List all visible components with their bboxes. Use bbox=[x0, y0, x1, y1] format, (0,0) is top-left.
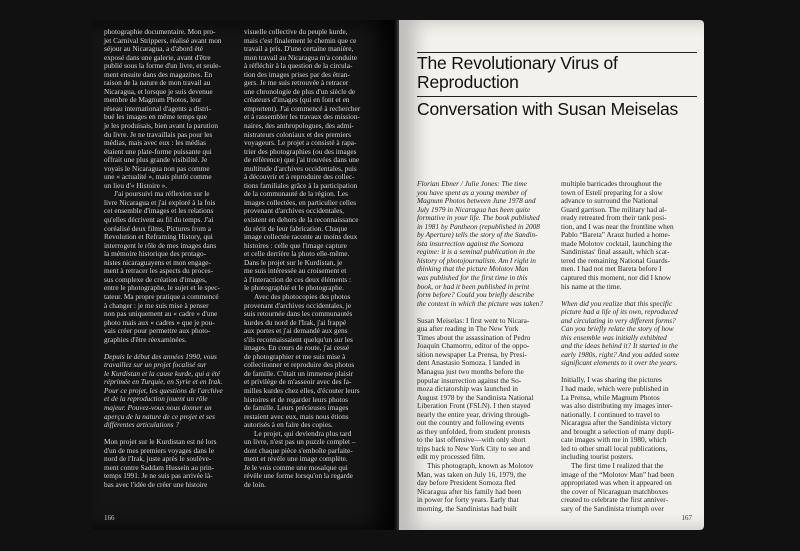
text-line: une « actualité », mais plutôt comme bbox=[104, 172, 212, 182]
text-line: naires, des anthropologues, des admi- bbox=[244, 121, 354, 131]
text-line: s'ils reconnaissaient quelqu'un sur les bbox=[244, 334, 353, 344]
text-line: regime: it is a seminal publication in the bbox=[417, 247, 536, 257]
text-line: de la communauté de la région. Les bbox=[244, 189, 348, 199]
text-line: autorisés à en faire des copies. bbox=[244, 420, 333, 430]
text-line: the context in which the picture was taken? bbox=[417, 298, 543, 308]
text-line: made Molotov cocktail, launching the bbox=[561, 238, 672, 248]
text-line: trier des photographies (ou des images bbox=[244, 146, 357, 156]
text-line: Pablo “Bareta” Arauz hurled a home- bbox=[561, 230, 671, 240]
text-line: tions familiales grâce à la participation bbox=[244, 180, 358, 190]
text-line: morning, the Sandinistas had built bbox=[417, 503, 517, 513]
text-line: sition newspaper La Prensa, by Presi- bbox=[417, 349, 527, 359]
text-line: Can you briefly relate the story of how bbox=[561, 324, 674, 334]
text-line: appropriated was when it appeared on bbox=[561, 478, 672, 488]
text-line: multitude d'archives occidentales, puis bbox=[244, 163, 357, 173]
text-line: Florian Ebner / Julie Jones: The time bbox=[417, 179, 527, 188]
left-page-column-2 bbox=[244, 28, 384, 490]
text-line: When did you realize that this specific bbox=[561, 298, 673, 308]
text-line: sary of the Sandinista triumph over bbox=[561, 503, 664, 513]
text-line: livre Nicaragua et j'ai exploré à la fois bbox=[104, 197, 216, 207]
article-title: The Revolutionary Virus of Reproduction bbox=[417, 53, 618, 92]
text-line: Managua just two months before the bbox=[417, 366, 524, 376]
text-line: early 1980s, right? And you added some bbox=[561, 349, 680, 359]
text-line: créateurs d'images (qui en font et en bbox=[244, 95, 350, 105]
text-line: Sandinistas' final assault, which scat- bbox=[561, 247, 670, 257]
text-line: histoires et de regarder leurs photos bbox=[244, 394, 348, 404]
text-line: form before? Could you briefly describe bbox=[417, 290, 535, 300]
text-line: dent Anastasio Somoza. I landed in bbox=[417, 358, 520, 368]
text-line: qu'elles décrivent au fil du temps. J'ai bbox=[104, 215, 214, 225]
text-line: Susan Meiselas: I first went to Nicara- bbox=[417, 315, 530, 325]
text-line: I had made, which were published in bbox=[561, 384, 669, 394]
text-line: jet Carnival Strippers, réalisé avant mon bbox=[104, 35, 222, 45]
text-line: the cover of Nicaraguan matchboxes bbox=[561, 486, 668, 496]
text-line: book, or had it been published in print bbox=[417, 281, 530, 291]
text-line: and circulating in very different forms? bbox=[561, 315, 676, 325]
text-line: Revolution et Reframing History, qui bbox=[104, 232, 213, 242]
text-line: séjour au Nicaragua, a d'abord été bbox=[104, 44, 203, 54]
text-line: mais c'est finalement le chemin que ce bbox=[244, 35, 357, 45]
text-line: du livre. Je ne travaillais pas pour les bbox=[104, 129, 213, 139]
text-line: offrait une plus grande visibilité. Je bbox=[104, 155, 208, 165]
text-line: Nicaragua, et lorsque je suis devenue bbox=[104, 86, 213, 96]
text-line: milles kurdes chez elles, d'écouter leurs bbox=[244, 385, 360, 395]
open-book bbox=[92, 0, 708, 551]
text-line: je les produisais, bien avant la parution bbox=[104, 121, 219, 131]
text-line: Magnum Photos between June 1978 and bbox=[417, 196, 536, 206]
text-line: étaient une plate-forme puissante qui bbox=[104, 146, 212, 156]
left-page-column-1 bbox=[104, 28, 234, 489]
text-line: his name at the time. bbox=[561, 281, 622, 291]
text-line: coréalisé deux films, Pictures from a bbox=[104, 223, 211, 233]
text-line: nistrateurs coloniaux et des premiers bbox=[244, 129, 351, 139]
text-line: et à rassembler les travaux des mission- bbox=[244, 112, 360, 122]
text-line: out the country and following events bbox=[417, 418, 525, 428]
text-line: ment et révèle une image complète. bbox=[244, 454, 348, 464]
text-line: travail a pris. D'une certaine manière, bbox=[244, 44, 354, 54]
text-line: The first time I realized that the bbox=[571, 460, 664, 470]
right-page-column-1 bbox=[417, 180, 550, 513]
text-line: Liberation Front (FSLN). I then stayed bbox=[417, 401, 531, 411]
text-line: un lieu d'« Histoire ». bbox=[104, 180, 168, 190]
text-line: photo mais aux « cadres » que je pou- bbox=[104, 317, 215, 327]
text-line: me suis intéressée au croisement et bbox=[244, 266, 347, 276]
text-line: Nicaragua after his family had been bbox=[417, 486, 522, 496]
text-line: moza dictatorship was launched in bbox=[417, 384, 518, 394]
text-line: tered the remaining National Guards- bbox=[561, 255, 671, 265]
text-line: travaillez sur un projet focalisé sur bbox=[104, 360, 207, 370]
text-line: le Kurdistan et la cause kurde, qui a été bbox=[104, 368, 220, 378]
text-line: tion, and I was near the frontline when bbox=[561, 221, 674, 231]
text-line: révèle une forme lorsqu'on la regarde bbox=[244, 471, 353, 481]
text-line: including tourist posters. bbox=[561, 452, 634, 462]
text-line: Je le vois comme une mosaïque qui bbox=[244, 462, 348, 472]
text-line: July 1979 in Nicaragua has been quite bbox=[417, 204, 531, 214]
text-line: dont chaque pièce s'emboîte parfaite- bbox=[244, 445, 353, 455]
text-line: This photograph, known as Molotov bbox=[427, 461, 534, 470]
text-line: à l'interaction de ces deux éléments : bbox=[244, 274, 352, 284]
right-page-column-2 bbox=[561, 180, 694, 513]
text-line: Mon projet sur le Kurdistan est né lors bbox=[104, 437, 217, 447]
text-line: picture had a life of its own, reproduced bbox=[561, 307, 678, 317]
text-line: Nicaragua after the Sandinista victory bbox=[561, 418, 672, 428]
text-line: Depuis le début des années 1990, vous bbox=[104, 351, 217, 361]
text-line: town of Estelí preparing for a slow bbox=[561, 187, 663, 197]
text-line: gers. Je me suis retrouvée à retracer bbox=[244, 78, 349, 88]
text-line: différentes articulations ? bbox=[104, 420, 180, 430]
text-line: un livre, n'est pas un puzzle complet – bbox=[244, 437, 356, 447]
text-line: histoires : celle que l'image capture bbox=[244, 240, 347, 250]
text-line: to the last offensive—with only short bbox=[417, 435, 526, 445]
text-line: Avec des photocopies des photos bbox=[254, 291, 351, 301]
text-line: provenant d'archives occidentales, bbox=[244, 206, 344, 216]
text-line: réseau international d'agents a distri- bbox=[104, 103, 212, 113]
text-line: as they unfolded, from student protests bbox=[417, 426, 531, 436]
text-line: and brought a selection of many dupli- bbox=[561, 426, 675, 436]
text-line: nistes nicaraguayens et mon engage- bbox=[104, 257, 211, 267]
text-line: voyais le Nicaragua non pas comme bbox=[104, 163, 210, 173]
text-line: de photographier et me suis mise à bbox=[244, 351, 346, 361]
text-line: history of photojournalism. Am I right in bbox=[417, 255, 536, 265]
text-line: voyageurs. Le projet a consisté à rapa- bbox=[244, 138, 357, 148]
text-line: existent en dehors de la reconnaissance bbox=[244, 215, 359, 225]
text-line: restaient avec eux, mais nous étions bbox=[244, 411, 349, 421]
text-line: Guard garrison. The military had al- bbox=[561, 204, 667, 214]
text-line: aperçu de la nature de ce projet et ses bbox=[104, 411, 215, 421]
text-line: image of the “Molotov Man” had been bbox=[561, 469, 675, 479]
text-line: edit my processed film. bbox=[417, 452, 486, 462]
left-page bbox=[92, 20, 397, 530]
text-line: temps 1991. Je ne suis pas arrivée là- bbox=[104, 471, 213, 481]
text-line: et celle derrière la photo elle-même. bbox=[244, 249, 350, 259]
text-line: de famille. C'était un immense plaisir bbox=[244, 368, 354, 378]
text-line: visuelle collective du peuple kurde, bbox=[244, 27, 348, 36]
text-line: le photographié et le photographe. bbox=[244, 283, 344, 293]
text-line: men. I had not met Bareta before I bbox=[561, 264, 662, 274]
text-line: vais créer pour permettre aux photo- bbox=[104, 326, 211, 336]
text-line: à changer : je me suis mise à penser bbox=[104, 300, 209, 310]
text-line: bué les images en même temps que bbox=[104, 112, 207, 122]
text-line: raison de la nature de mon travail au bbox=[104, 78, 211, 88]
text-line: by Aperture) tells the story of the Sandin- bbox=[417, 230, 538, 240]
text-line: exposé dans une galerie, avant d'être bbox=[104, 52, 211, 62]
text-line: this ensemble was initially exhibited bbox=[561, 332, 667, 342]
text-line: emportent). J'ai commencé à rechercher bbox=[244, 103, 361, 113]
text-line: collectionner et reproduire des photos bbox=[244, 360, 355, 370]
text-line: kurdes du nord de l'Irak, j'ai frappé bbox=[244, 317, 347, 327]
text-line: mon travail au Nicaragua m'a conduite bbox=[244, 52, 357, 62]
text-line: gua after reading in The New York bbox=[417, 324, 519, 334]
text-line: images. En cours de route, j'ai cessé bbox=[244, 343, 350, 353]
text-line: de référence) que j'ai trouvées dans une bbox=[244, 155, 360, 165]
text-line: une chronologie de plus d'un siècle de bbox=[244, 86, 356, 96]
text-line: nationally. I continued to travel to bbox=[561, 409, 660, 419]
text-line: August 1978 by the Sandinista National bbox=[417, 392, 534, 402]
subtitle-rule bbox=[417, 96, 697, 97]
text-line: membre de Magnum Photos, leur bbox=[104, 95, 202, 105]
text-line: J'ai poursuivi ma réflexion sur le bbox=[114, 189, 210, 199]
text-line: bas avec l'idée de créer une histoire bbox=[104, 479, 208, 489]
text-line: Dans le projet sur le Kurdistan, je bbox=[244, 257, 343, 267]
text-line: de loin. bbox=[244, 479, 266, 489]
text-line: ready retreated from their tank posi- bbox=[561, 213, 667, 223]
text-line: la mémoire historique des protago- bbox=[104, 249, 207, 259]
text-line: captured this moment, nor did I know bbox=[561, 273, 672, 283]
right-page bbox=[399, 20, 704, 530]
text-line: médias, mais avec eux : les médias bbox=[104, 138, 206, 148]
text-line: photographie documentaire. Mon pro- bbox=[104, 27, 216, 36]
text-line: La Prensa, while Magnum Photos bbox=[561, 392, 660, 402]
page-number-left: 166 bbox=[104, 514, 115, 522]
text-line: réprimée en Turquie, en Syrie et en Irak. bbox=[104, 377, 223, 387]
text-line: led to other small local publications, bbox=[561, 443, 668, 453]
text-line: ista insurrection against the Somoza bbox=[417, 238, 524, 248]
text-line: du récit de leur fabrication. Chaque bbox=[244, 223, 348, 233]
text-line: cate images with me in 1980, which bbox=[561, 435, 667, 445]
text-line: trips back to New York City to see and bbox=[417, 443, 530, 453]
text-line: in 1981 by Pantheon (republished in 2008 bbox=[417, 221, 540, 231]
text-line: majeur. Pouvez-vous nous donner un bbox=[104, 403, 212, 413]
text-line: d'un de mes premiers voyages dans le bbox=[104, 445, 214, 455]
text-line: et de la reproduction jouent un rôle bbox=[104, 394, 208, 404]
text-line: Times about the assassination of Pedro bbox=[417, 332, 531, 342]
text-line: et privilège de m'asseoir avec des fa- bbox=[244, 377, 352, 387]
text-line: in power for forty years. Early that bbox=[417, 495, 519, 505]
text-line: Man, was taken on July 16, 1979, the bbox=[417, 469, 527, 479]
text-line: created to celebrate the first anniver- bbox=[561, 495, 669, 505]
text-line: significant elements to it over the years. bbox=[561, 358, 678, 368]
text-line: ment ensuite dans des magazines. En bbox=[104, 69, 213, 79]
text-line: popular insurrection against the So- bbox=[417, 375, 522, 385]
text-line: thinking that the picture Molotov Man bbox=[417, 264, 529, 274]
text-line: provenant d'archives occidentales, je bbox=[244, 300, 352, 310]
text-line: nearly the entire year, driving through- bbox=[417, 409, 531, 419]
text-line: image collectée raconte au moins deux bbox=[244, 232, 358, 242]
text-line: à découvrir et à reproduire des collec- bbox=[244, 172, 355, 182]
text-line: cet ensemble d'images et les relations bbox=[104, 206, 214, 216]
text-line: ment contre Saddam Hussein au prin- bbox=[104, 462, 215, 472]
text-line: suis retournée dans les communautés bbox=[244, 309, 353, 319]
text-line: graphies d'être réexaminées. bbox=[104, 334, 187, 344]
text-line: entre le photographe, le sujet et le spec- bbox=[104, 283, 220, 293]
text-line: was also distributing my images inter- bbox=[561, 401, 673, 411]
text-line: aux portes et j'ai demandé aux gens bbox=[244, 326, 348, 336]
text-line: advance to surround the National bbox=[561, 196, 658, 206]
text-line: you have spent as a young member of bbox=[417, 187, 527, 197]
text-line: Initially, I was sharing the pictures bbox=[561, 375, 662, 385]
text-line: ment à retracer les aspects du proces- bbox=[104, 266, 213, 276]
text-line: de famille. Leurs précieuses images bbox=[244, 403, 349, 413]
text-line: sus complexe de création d'images, bbox=[104, 274, 207, 284]
text-line: Pour ce projet, les questions de l'archive bbox=[104, 385, 223, 395]
text-line: images collectées, en particulier celles bbox=[244, 197, 357, 207]
page-number-right: 167 bbox=[681, 514, 692, 522]
text-line: tateur. Ma propre pratique a commencé bbox=[104, 291, 219, 301]
text-line: non pas uniquement au « cadre » d'une bbox=[104, 309, 218, 319]
text-line: was published for the first time in this bbox=[417, 273, 528, 283]
text-line: day before President Somoza fled bbox=[417, 478, 516, 488]
text-line: formative in your life. The book published bbox=[417, 213, 540, 223]
article-subtitle: Conversation with Susan Meiselas bbox=[417, 99, 679, 119]
text-line: Joaquín Chamorro, editor of the oppo- bbox=[417, 341, 530, 351]
text-line: Le projet, qui deviendra plus tard bbox=[254, 428, 352, 438]
text-line: tion des images prises par des étran- bbox=[244, 69, 350, 79]
text-line: multiple barricades throughout the bbox=[561, 179, 662, 188]
text-line: nord de l'Irak, juste après le soulève- bbox=[104, 454, 212, 464]
text-line: interrogent le rôle de mes images dans bbox=[104, 240, 217, 250]
text-line: à réfléchir à la question de la circula- bbox=[244, 61, 353, 71]
text-line: publié sous la forme d'un livre, et seule- bbox=[104, 61, 221, 71]
text-line: and the ideas behind it? It started in the bbox=[561, 341, 678, 351]
